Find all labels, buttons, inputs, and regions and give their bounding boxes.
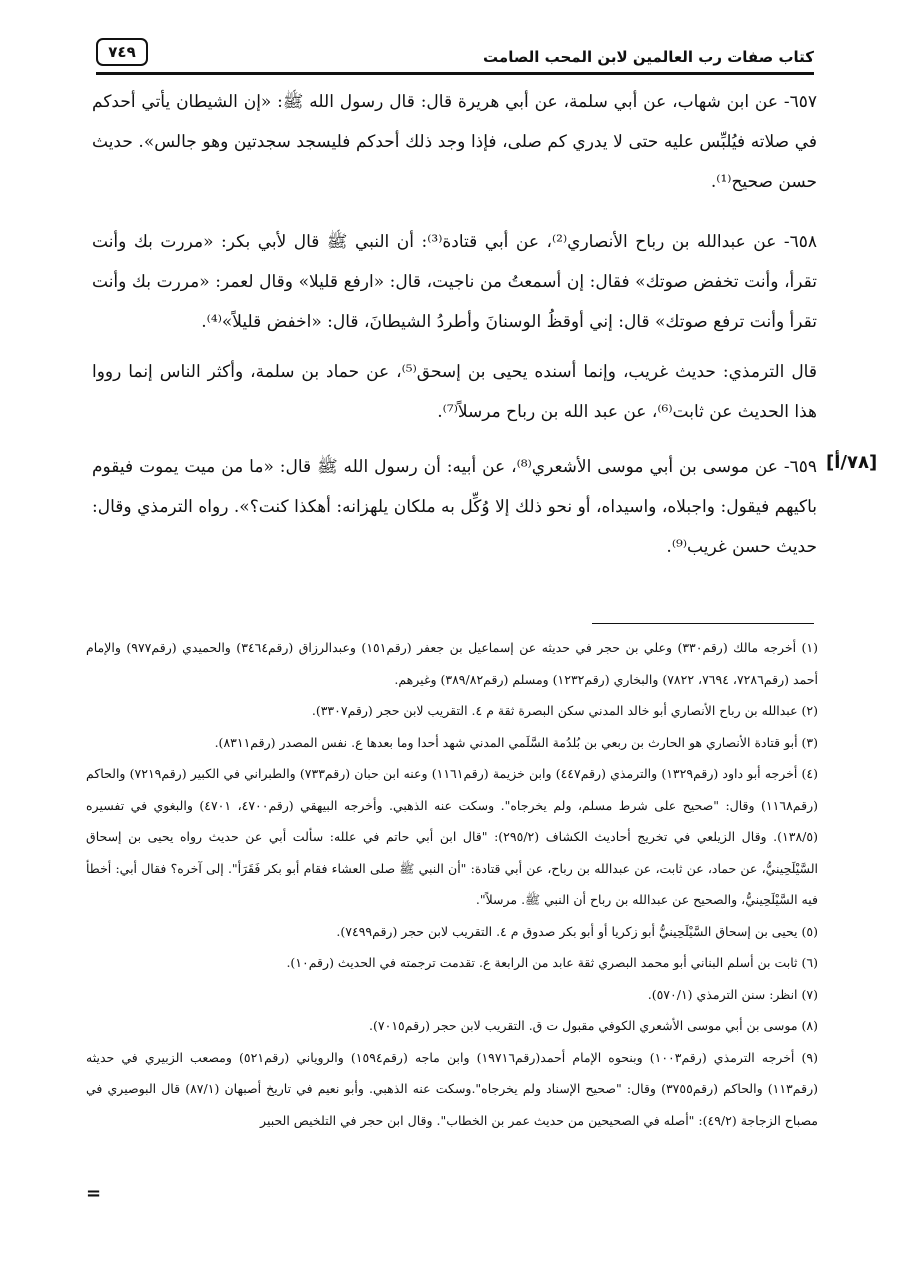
hadith-658-text: ٦٥٨- عن عبدالله بن رباح الأنصاري⁽²⁾، عن أبي قتادة⁽³⁾: أن النبي ﷺ قال لأبي بكر: «مررت بك وأنت تقرأ، وأنت تخفض صوتك» فقال: إن أسمعتُ من ناجيت، قال: «ارفع قليلا» وقال لعمر: «مررت بك وأنت تقرأ وأنت ترفع صوتك» قال: إني أوقظُ الوسنانَ وأطردُ الشيطانَ، قال: «اخفض قليلاً»⁽⁴⁾.	[92, 232, 818, 332]
book-title: كتاب صفات رب العالمين لابن المحب الصامت	[483, 48, 814, 66]
hadith-659-text: ٦٥٩- عن موسى بن أبي موسى الأشعري⁽⁸⁾، عن أبيه: أن رسول الله ﷺ قال: «ما من ميت يموت فيقوم باكيهم فيقول: واجبلاه، واسيداه، أو نحو ذلك إلا وُكِّل به ملكان يلهزانه: أهكذا كنت؟». رواه الترمذي وقال: حديث حسن غريب⁽⁹⁾.	[92, 457, 817, 557]
manuscript-folio-ref: [٧٨/أ]	[826, 452, 878, 473]
header-divider	[96, 72, 814, 75]
footnote: (٥) يحيى بن إسحاق السَّيْلَحِينيُّ أبو زكريا أو أبو بكر صدوق م ٤. التقريب لابن حجر (رقم٧٤٩٩).	[336, 923, 818, 939]
tirmidhi-comment	[92, 352, 817, 432]
page-number: ٧٤٩	[96, 38, 148, 66]
continuation-mark: =	[86, 1183, 102, 1204]
hadith-657	[92, 82, 817, 202]
footnote: (١) أخرجه مالك (رقم٣٣٠) وعلي بن حجر في حديثه عن إسماعيل بن جعفر (رقم١٥١) وعبدالرزاق (رقم٣٤٦٤) والحميدي (رقم٩٧٧) والإمام أحمد (رقم٧٢٨٦، ٧٦٩٤، ٧٨٢٢) والبخاري (رقم١٢٣٢) ومسلم (رقم٣٨٩/٨٢) وغيرهم.	[86, 640, 819, 687]
footnote: (٣) أبو قتادة الأنصاري هو الحارث بن ربعي بن بُلدُمة السَّلَمي المدني شهد أحدا وما بعدها ع. نفس المصدر (رقم٨٣١١).	[214, 734, 818, 750]
page-header	[96, 36, 814, 72]
footnote: (٩) أخرجه الترمذي (رقم١٠٠٣) وبنحوه الإمام أحمد(رقم١٩٧١٦) وابن ماجه (رقم١٥٩٤) والروياني (رقم٥٢١) ومصعب الزبيري في حديثه (رقم١١٣) والحاكم (رقم٣٧٥٥) وقال: "صحيح الإسناد ولم يخرجاه".وسكت عنه الذهبي. وأبو نعيم في تاريخ أصبهان (٨٧/١) قال البوصيري في مصباح الزجاجة (٤٩/٢): "أصله في الصحيحين من حديث عمر بن الخطاب". وقال ابن حجر في التلخيص الحبير	[86, 1049, 818, 1128]
tirmidhi-comment-text: قال الترمذي: حديث غريب، وإنما أسنده يحيى بن إسحق⁽⁵⁾، عن حماد بن سلمة، وأكثر الناس إنما رووا هذا الحديث عن ثابت⁽⁶⁾، عن عبد الله بن رباح مرسلاً⁽⁷⁾.	[92, 362, 817, 422]
footnote: (٦) ثابت بن أسلم البناني أبو محمد البصري ثقة عابد من الرابعة ع. تقدمت ترجمته في الحديث (رقم١٠).	[286, 955, 818, 970]
footnote: (٧) انظر: سنن الترمذي (٥٧٠/١).	[647, 986, 818, 1002]
hadith-657-text: ٦٥٧- عن ابن شهاب، عن أبي سلمة، عن أبي هريرة قال: قال رسول الله ﷺ: «إن الشيطان يأتي أحدكم في صلاته فيُلبِّس عليه حتى لا يدري كم صلى، فإذا وجد ذلك أحدكم فليسجد سجدتين وهو جالس». حديث حسن صحيح⁽¹⁾.	[92, 92, 817, 192]
footnote: (٨) موسى بن أبي موسى الأشعري الكوفي مقبول ت ق. التقريب لابن حجر (رقم٧٠١٥).	[369, 1018, 818, 1033]
footnote: (٤) أخرجه أبو داود (رقم١٣٢٩) والترمذي (رقم٤٤٧) وابن خزيمة (رقم١١٦١) وعنه ابن حبان (رقم٧٣٣) والطبراني في الكبير (رقم٧٢١٩) والحاكم (رقم١١٦٨) وقال: "صحيح على شرط مسلم، ولم يخرجاه". وسكت عنه الذهبي. وأخرجه البيهقي (رقم٤٧٠٠، ٤٧٠١) والبغوي في تفسيره (١٣٨/٥). وقال الزيلعي في تخريج أحاديث الكشاف (٢٩٥/٢): "قال ابن أبي حاتم في علله: سألت أبي عن حديث رواه يحيى بن إسحاق السَّيْلَحِينيُّ، عن حماد، عن ثابت، عن عبدالله بن رباح، عن أبي قتادة: "أن النبي ﷺ صلى العشاء فقام أبو بكر فَقَرَأ". إلى آخره؟ فقال أبي: أخطأ فيه السَّيْلَحِينيُّ، والصحيح عن عبدالله بن رباح أن النبي ﷺ. مرسلاً".	[86, 766, 819, 907]
footnote: (٢) عبدالله بن رباح الأنصاري أبو خالد المدني سكن البصرة ثقة م ٤. التقريب لابن حجر (رقم٣٣٠٧).	[311, 703, 818, 718]
hadith-659	[92, 447, 817, 567]
footnote-divider	[592, 623, 814, 624]
hadith-658	[92, 222, 817, 342]
footnotes	[86, 632, 818, 1136]
